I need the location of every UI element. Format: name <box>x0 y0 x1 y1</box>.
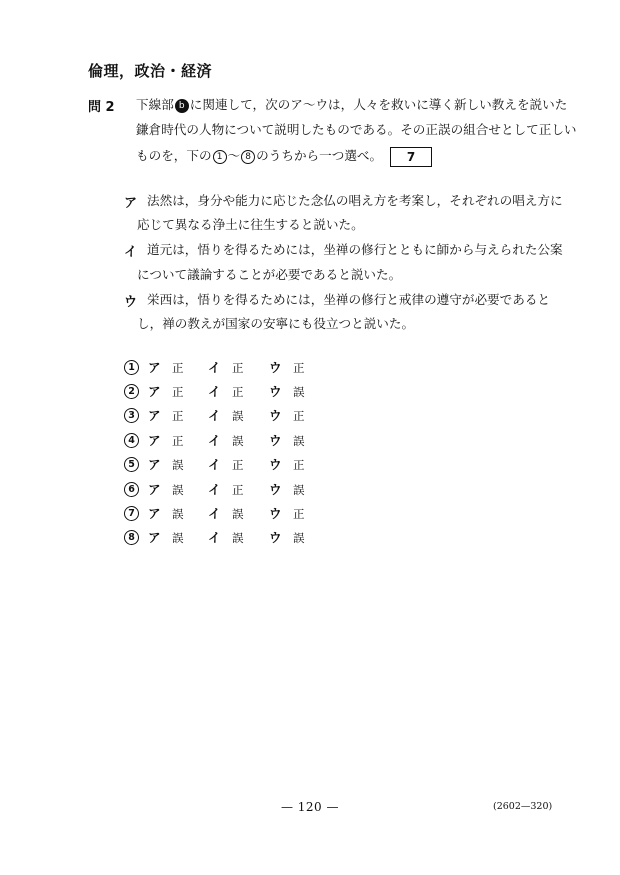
question-number: 問 2 <box>88 100 115 115</box>
choice-label-a: ア <box>148 482 161 497</box>
choice-label-a: ア <box>148 530 161 545</box>
choice-label-c: ウ <box>269 530 282 545</box>
choice-number: 5 <box>124 457 139 472</box>
choice-number: 4 <box>124 433 139 448</box>
statement-text-line-2: し，禅の教えが国家の安寧にも役立つと説いた。 <box>137 316 415 331</box>
question-text-1b: に関連して，次のア～ウは，人々を救いに導く新しい教えを説いた <box>189 97 568 112</box>
question-text-3b: のうちから一つ選べ。 <box>256 148 383 163</box>
choice-label-c: ウ <box>269 408 282 423</box>
choice-label-b: イ <box>208 482 221 497</box>
choice-value-b: 誤 <box>232 531 244 545</box>
choice-label-c: ウ <box>269 482 282 497</box>
choice-value-b: 誤 <box>232 409 244 423</box>
choice-row <box>124 358 324 378</box>
choice-number: 3 <box>124 408 139 423</box>
choice-number: 8 <box>124 530 139 545</box>
choice-label-a: ア <box>148 457 161 472</box>
choice-number: 2 <box>124 384 139 399</box>
choice-label-b: イ <box>208 408 221 423</box>
choice-value-c: 正 <box>293 409 305 423</box>
choice-row <box>124 528 324 548</box>
choice-value-b: 正 <box>232 483 244 497</box>
question-text-1a: 下線部 <box>136 97 174 112</box>
choice-number: 6 <box>124 482 139 497</box>
choice-label-c: ウ <box>269 384 282 399</box>
choice-label-a: ア <box>148 433 161 448</box>
range-separator: ～ <box>227 148 241 163</box>
statement-text-line-1: 栄西は，悟りを得るためには，坐禅の修行と戒律の遵守が必要であると <box>147 292 550 307</box>
statement-label: ウ <box>124 295 138 310</box>
underline-mark: b <box>175 99 189 113</box>
choice-value-a: 誤 <box>172 507 184 521</box>
choice-value-a: 誤 <box>172 531 184 545</box>
choice-value-a: 正 <box>172 434 184 448</box>
choice-label-b: イ <box>208 506 221 521</box>
exam-code: (2602—320) <box>493 801 553 812</box>
choice-value-a: 正 <box>172 409 184 423</box>
choice-label-a: ア <box>148 384 161 399</box>
choice-value-a: 誤 <box>172 483 184 497</box>
choice-value-b: 誤 <box>232 434 244 448</box>
statement-label: ア <box>124 196 138 211</box>
choice-label-a: ア <box>148 408 161 423</box>
choice-label-b: イ <box>208 360 221 375</box>
statement-text-line-2: について議論することが必要であると説いた。 <box>137 267 402 282</box>
statement-text-line-2: 応じて異なる浄土に往生すると説いた。 <box>137 217 364 232</box>
choice-value-c: 正 <box>293 361 305 375</box>
choice-label-b: イ <box>208 530 221 545</box>
question-line-1 <box>136 95 567 115</box>
choice-label-c: ウ <box>269 457 282 472</box>
choice-number: 7 <box>124 506 139 521</box>
choice-label-b: イ <box>208 433 221 448</box>
choice-row <box>124 455 324 475</box>
choice-row <box>124 431 324 451</box>
choice-value-c: 誤 <box>293 483 305 497</box>
choice-value-c: 誤 <box>293 531 305 545</box>
answer-box: 7 <box>390 147 432 167</box>
choice-row <box>124 406 324 426</box>
page-number: — 120 — <box>280 800 340 814</box>
section-title: 倫理，政治・経済 <box>88 62 213 80</box>
choice-value-b: 正 <box>232 361 244 375</box>
choice-value-c: 誤 <box>293 385 305 399</box>
choice-number: 1 <box>124 360 139 375</box>
choice-value-a: 正 <box>172 385 184 399</box>
choice-label-c: ウ <box>269 433 282 448</box>
choice-row <box>124 504 324 524</box>
choice-label-b: イ <box>208 457 221 472</box>
choice-label-c: ウ <box>269 360 282 375</box>
range-start-mark: 1 <box>213 150 227 164</box>
question-text-3a: ものを，下の <box>136 148 212 163</box>
choice-row <box>124 382 324 402</box>
statement-text-line-1: 道元は，悟りを得るためには，坐禅の修行とともに師から与えられた公案 <box>147 242 563 257</box>
statement-label: イ <box>124 245 138 260</box>
choice-value-a: 誤 <box>172 458 184 472</box>
choice-value-b: 誤 <box>232 507 244 521</box>
statement-text-line-1: 法然は，身分や能力に応じた念仏の唱え方を考案し，それぞれの唱え方に <box>147 193 563 208</box>
choice-value-c: 誤 <box>293 434 305 448</box>
choice-label-c: ウ <box>269 506 282 521</box>
question-line-2: 鎌倉時代の人物について説明したものである。その正誤の組合せとして正しい <box>136 122 577 137</box>
choice-label-b: イ <box>208 384 221 399</box>
choice-value-c: 正 <box>293 507 305 521</box>
range-end-mark: 8 <box>241 150 255 164</box>
choice-label-a: ア <box>148 506 161 521</box>
choice-value-c: 正 <box>293 458 305 472</box>
choice-value-b: 正 <box>232 385 244 399</box>
choice-value-a: 正 <box>172 361 184 375</box>
choice-row <box>124 480 324 500</box>
question-line-3 <box>136 146 432 167</box>
choice-value-b: 正 <box>232 458 244 472</box>
choice-label-a: ア <box>148 360 161 375</box>
